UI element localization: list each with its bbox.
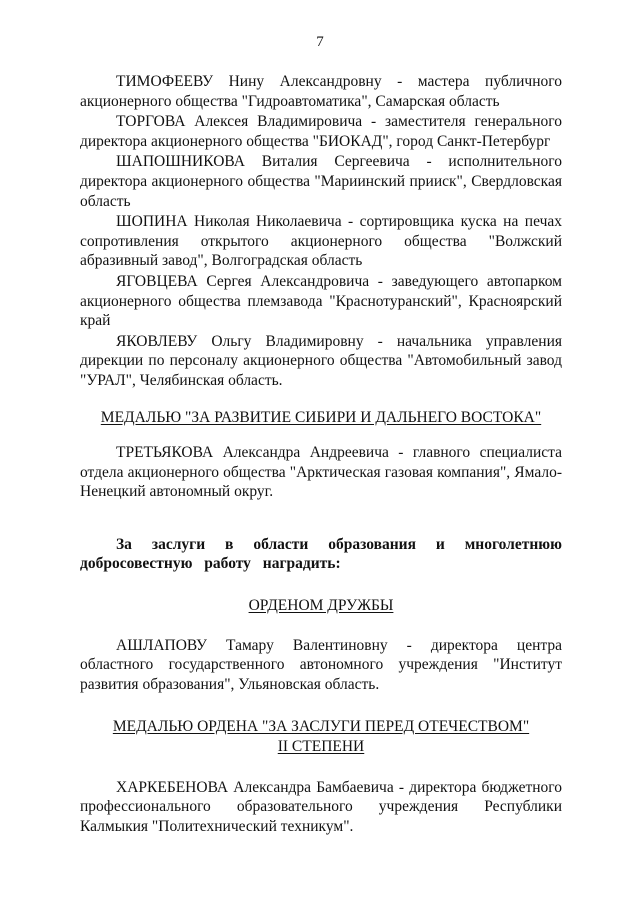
award-entry-timofeeva: ТИМОФЕЕВУ Нину Александровну - мастера публичного акционерного общества "Гидроавтоматика", Самарская область — [80, 73, 562, 110]
award-entry-kharkebenov: ХАРКЕБЕНОВА Александра Бамбаевича - директора бюджетного профессионального образовательного учреждения Республики Калмыкия "Политехнический техникум". — [80, 778, 562, 835]
section-heading-siberia-medal: МЕДАЛЬЮ "ЗА РАЗВИТИЕ СИБИРИ И ДАЛЬНЕГО ВОСТОКА" — [100, 408, 542, 426]
award-entry-shopin: ШОПИНА Николая Николаевича - сортировщика куска на печах сопротивления открытого акционерного общества "Волжский абразивный завод", Волгоградская область — [80, 213, 562, 270]
award-entry-shaposhnikov: ШАПОШНИКОВА Виталия Сергеевича - исполнительного директора акционерного общества "Мариинский прииск", Свердловская область — [80, 153, 562, 210]
section-heading-order-friendship: ОРДЕНОМ ДРУЖБЫ — [248, 597, 394, 615]
document-body — [80, 72, 562, 837]
heading-line-2: II СТЕПЕНИ — [277, 738, 365, 756]
award-entry-tretyakov: ТРЕТЬЯКОВА Александра Андреевича - главного специалиста отдела акционерного общества "Арктическая газовая компания", Ямало-Ненецкий автономный округ. — [80, 444, 562, 501]
heading-line-1: МЕДАЛЬЮ ОРДЕНА "ЗА ЗАСЛУГИ ПЕРЕД ОТЕЧЕСТВОМ" — [112, 718, 530, 736]
award-entry-torgov: ТОРГОВА Алексея Владимировича - заместителя генерального директора акционерного общества "БИОКАД", город Санкт-Петербург — [80, 113, 562, 150]
section-heading-fatherland-medal — [80, 717, 562, 756]
award-entry-yagovtsev: ЯГОВЦЕВА Сергея Александровича - заведующего автопарком акционерного общества племзавода "Краснотуранский", Красноярский край — [80, 272, 562, 330]
award-entry-yakovleva: ЯКОВЛЕВУ Ольгу Владимировну - начальника управления дирекции по персоналу акционерного общества "Автомобильный завод "УРАЛ", Челябинская область. — [80, 332, 562, 389]
page-number: 7 — [316, 34, 324, 50]
education-award-lead: За заслуги в области образования и многолетнюю добросовестную работу наградить: — [80, 535, 562, 573]
award-entry-ashlapova: АШЛАПОВУ Тамару Валентиновну - директора центра областного государственного автономного учреждения "Институт развития образования", Ульяновская область. — [80, 636, 562, 693]
